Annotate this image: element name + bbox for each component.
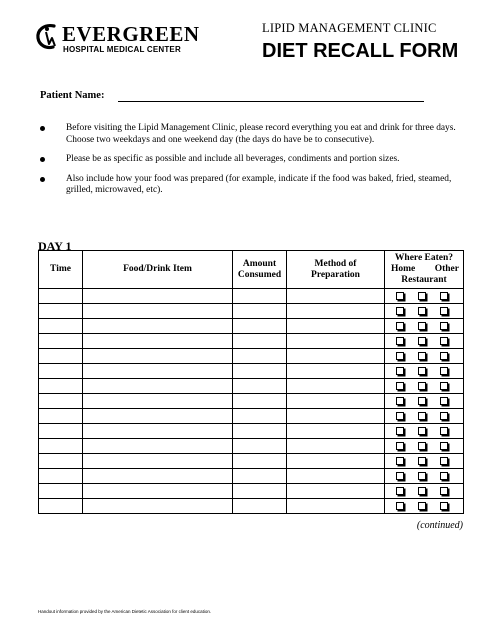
restaurant-checkbox[interactable]	[440, 307, 448, 315]
time-cell[interactable]	[39, 439, 83, 454]
other-checkbox[interactable]	[418, 502, 426, 510]
header-method: Method of Preparation	[287, 251, 385, 289]
restaurant-checkbox[interactable]	[440, 337, 448, 345]
instructions-list	[40, 123, 460, 205]
other-checkbox[interactable]	[418, 412, 426, 420]
method-cell[interactable]	[287, 364, 385, 379]
time-cell[interactable]	[39, 469, 83, 484]
food-cell[interactable]	[83, 319, 233, 334]
where-eaten-cell	[385, 424, 464, 439]
table-row	[39, 304, 464, 319]
where-eaten-cell	[385, 409, 464, 424]
table-row	[39, 424, 464, 439]
where-eaten-cell	[385, 349, 464, 364]
food-cell[interactable]	[83, 304, 233, 319]
bullet-icon	[40, 157, 45, 162]
amount-cell[interactable]	[233, 409, 287, 424]
other-checkbox[interactable]	[418, 382, 426, 390]
where-eaten-cell	[385, 439, 464, 454]
day-label: DAY 1	[38, 239, 72, 253]
form-title: DIET RECALL FORM	[262, 40, 459, 62]
where-eaten-cell	[385, 364, 464, 379]
where-eaten-cell	[385, 334, 464, 349]
time-cell[interactable]	[39, 304, 83, 319]
restaurant-checkbox[interactable]	[440, 352, 448, 360]
restaurant-checkbox[interactable]	[440, 442, 448, 450]
bullet-icon	[40, 177, 45, 182]
amount-cell[interactable]	[233, 304, 287, 319]
food-cell[interactable]	[83, 499, 233, 514]
method-cell[interactable]	[287, 409, 385, 424]
header-restaurant: Restaurant	[401, 275, 447, 285]
method-cell[interactable]	[287, 304, 385, 319]
amount-cell[interactable]	[233, 289, 287, 304]
where-eaten-cell	[385, 319, 464, 334]
time-cell[interactable]	[39, 424, 83, 439]
other-checkbox[interactable]	[418, 442, 426, 450]
home-checkbox[interactable]	[396, 397, 404, 405]
restaurant-checkbox[interactable]	[440, 472, 448, 480]
home-checkbox[interactable]	[396, 337, 404, 345]
time-cell[interactable]	[39, 289, 83, 304]
where-eaten-cell	[385, 379, 464, 394]
method-cell[interactable]	[287, 469, 385, 484]
other-checkbox[interactable]	[418, 427, 426, 435]
food-cell[interactable]	[83, 289, 233, 304]
time-cell[interactable]	[39, 349, 83, 364]
method-cell[interactable]	[287, 394, 385, 409]
table-row	[39, 499, 464, 514]
logo-name: EVERGREEN	[62, 22, 200, 46]
header-time: Time	[39, 251, 83, 289]
instruction-text: Please be as specific as possible and include all beverages, condiments and portion sizes.	[66, 154, 400, 164]
table-header-row	[39, 251, 464, 289]
food-cell[interactable]	[83, 334, 233, 349]
instruction-item	[40, 123, 460, 146]
restaurant-checkbox[interactable]	[440, 382, 448, 390]
food-cell[interactable]	[83, 439, 233, 454]
other-checkbox[interactable]	[418, 307, 426, 315]
header-other: Other	[434, 264, 459, 274]
header-where-eaten: Where Eaten? Home Other Restaurant	[385, 251, 464, 289]
header-amount: Amount Consumed	[233, 251, 287, 289]
method-cell[interactable]	[287, 379, 385, 394]
home-checkbox[interactable]	[396, 322, 404, 330]
home-checkbox[interactable]	[396, 382, 404, 390]
restaurant-checkbox[interactable]	[440, 502, 448, 510]
method-cell[interactable]	[287, 499, 385, 514]
where-eaten-cell	[385, 289, 464, 304]
other-checkbox[interactable]	[418, 352, 426, 360]
home-checkbox[interactable]	[396, 502, 404, 510]
where-eaten-cell	[385, 469, 464, 484]
amount-cell[interactable]	[233, 319, 287, 334]
home-checkbox[interactable]	[396, 352, 404, 360]
restaurant-checkbox[interactable]	[440, 487, 448, 495]
other-checkbox[interactable]	[418, 337, 426, 345]
time-cell[interactable]	[39, 499, 83, 514]
table-row	[39, 409, 464, 424]
table-row	[39, 454, 464, 469]
restaurant-checkbox[interactable]	[440, 292, 448, 300]
time-cell[interactable]	[39, 334, 83, 349]
food-cell[interactable]	[83, 349, 233, 364]
instruction-item	[40, 174, 460, 197]
time-cell[interactable]	[39, 394, 83, 409]
amount-cell[interactable]	[233, 454, 287, 469]
table-row	[39, 379, 464, 394]
home-checkbox[interactable]	[396, 412, 404, 420]
diet-recall-table	[38, 250, 464, 514]
amount-cell[interactable]	[233, 334, 287, 349]
home-checkbox[interactable]	[396, 292, 404, 300]
amount-cell[interactable]	[233, 394, 287, 409]
other-checkbox[interactable]	[418, 292, 426, 300]
food-cell[interactable]	[83, 364, 233, 379]
other-checkbox[interactable]	[418, 367, 426, 375]
home-checkbox[interactable]	[396, 367, 404, 375]
restaurant-checkbox[interactable]	[440, 412, 448, 420]
table-body	[39, 289, 464, 514]
home-checkbox[interactable]	[396, 442, 404, 450]
other-checkbox[interactable]	[418, 322, 426, 330]
where-eaten-cell	[385, 454, 464, 469]
time-cell[interactable]	[39, 454, 83, 469]
food-cell[interactable]	[83, 454, 233, 469]
food-cell[interactable]	[83, 424, 233, 439]
instruction-text: Also include how your food was prepared (for example, indicate if the food was baked, fried, steamed, grilled, microwaved, etc).	[66, 173, 452, 195]
table-row	[39, 484, 464, 499]
patient-name-label: Patient Name:	[40, 90, 105, 101]
where-eaten-cell	[385, 394, 464, 409]
method-cell[interactable]	[287, 349, 385, 364]
restaurant-checkbox[interactable]	[440, 322, 448, 330]
method-cell[interactable]	[287, 319, 385, 334]
clinic-name: LIPID MANAGEMENT CLINIC	[262, 21, 437, 35]
food-cell[interactable]	[83, 484, 233, 499]
amount-cell[interactable]	[233, 499, 287, 514]
amount-cell[interactable]	[233, 484, 287, 499]
amount-cell[interactable]	[233, 349, 287, 364]
home-checkbox[interactable]	[396, 457, 404, 465]
where-eaten-cell	[385, 484, 464, 499]
table-row	[39, 289, 464, 304]
amount-cell[interactable]	[233, 424, 287, 439]
method-cell[interactable]	[287, 454, 385, 469]
header-food: Food/Drink Item	[83, 251, 233, 289]
time-cell[interactable]	[39, 364, 83, 379]
method-cell[interactable]	[287, 334, 385, 349]
home-checkbox[interactable]	[396, 487, 404, 495]
method-cell[interactable]	[287, 484, 385, 499]
time-cell[interactable]	[39, 409, 83, 424]
table-row	[39, 394, 464, 409]
header-home: Home	[391, 264, 416, 274]
food-cell[interactable]	[83, 379, 233, 394]
table-row	[39, 469, 464, 484]
restaurant-checkbox[interactable]	[440, 367, 448, 375]
food-cell[interactable]	[83, 394, 233, 409]
bullet-icon	[40, 126, 45, 131]
amount-cell[interactable]	[233, 439, 287, 454]
other-checkbox[interactable]	[418, 487, 426, 495]
footer-note: Handout information provided by the American Dietetic Association for client education.	[38, 609, 212, 614]
amount-cell[interactable]	[233, 469, 287, 484]
method-cell[interactable]	[287, 439, 385, 454]
amount-cell[interactable]	[233, 364, 287, 379]
home-checkbox[interactable]	[396, 427, 404, 435]
restaurant-checkbox[interactable]	[440, 427, 448, 435]
restaurant-checkbox[interactable]	[440, 457, 448, 465]
food-cell[interactable]	[83, 409, 233, 424]
method-cell[interactable]	[287, 289, 385, 304]
evergreen-logo	[34, 22, 209, 56]
time-cell[interactable]	[39, 319, 83, 334]
other-checkbox[interactable]	[418, 397, 426, 405]
other-checkbox[interactable]	[418, 457, 426, 465]
continued-note: (continued)	[416, 520, 463, 531]
time-cell[interactable]	[39, 379, 83, 394]
table-row	[39, 349, 464, 364]
method-cell[interactable]	[287, 424, 385, 439]
evergreen-logo-icon	[34, 22, 60, 52]
instruction-text: Before visiting the Lipid Management Clinic, please record everything you eat and drink for three days. Choose two weekdays and one weekend day (the days do have be to consecutive).	[66, 123, 456, 145]
where-eaten-cell	[385, 304, 464, 319]
food-cell[interactable]	[83, 469, 233, 484]
table-row	[39, 439, 464, 454]
time-cell[interactable]	[39, 484, 83, 499]
patient-name-field[interactable]	[118, 101, 424, 102]
table-row	[39, 334, 464, 349]
where-eaten-cell	[385, 499, 464, 514]
restaurant-checkbox[interactable]	[440, 397, 448, 405]
amount-cell[interactable]	[233, 379, 287, 394]
home-checkbox[interactable]	[396, 307, 404, 315]
home-checkbox[interactable]	[396, 472, 404, 480]
instruction-item	[40, 154, 460, 166]
table-row	[39, 319, 464, 334]
other-checkbox[interactable]	[418, 472, 426, 480]
logo-subtitle: HOSPITAL MEDICAL CENTER	[63, 45, 181, 54]
table-row	[39, 364, 464, 379]
